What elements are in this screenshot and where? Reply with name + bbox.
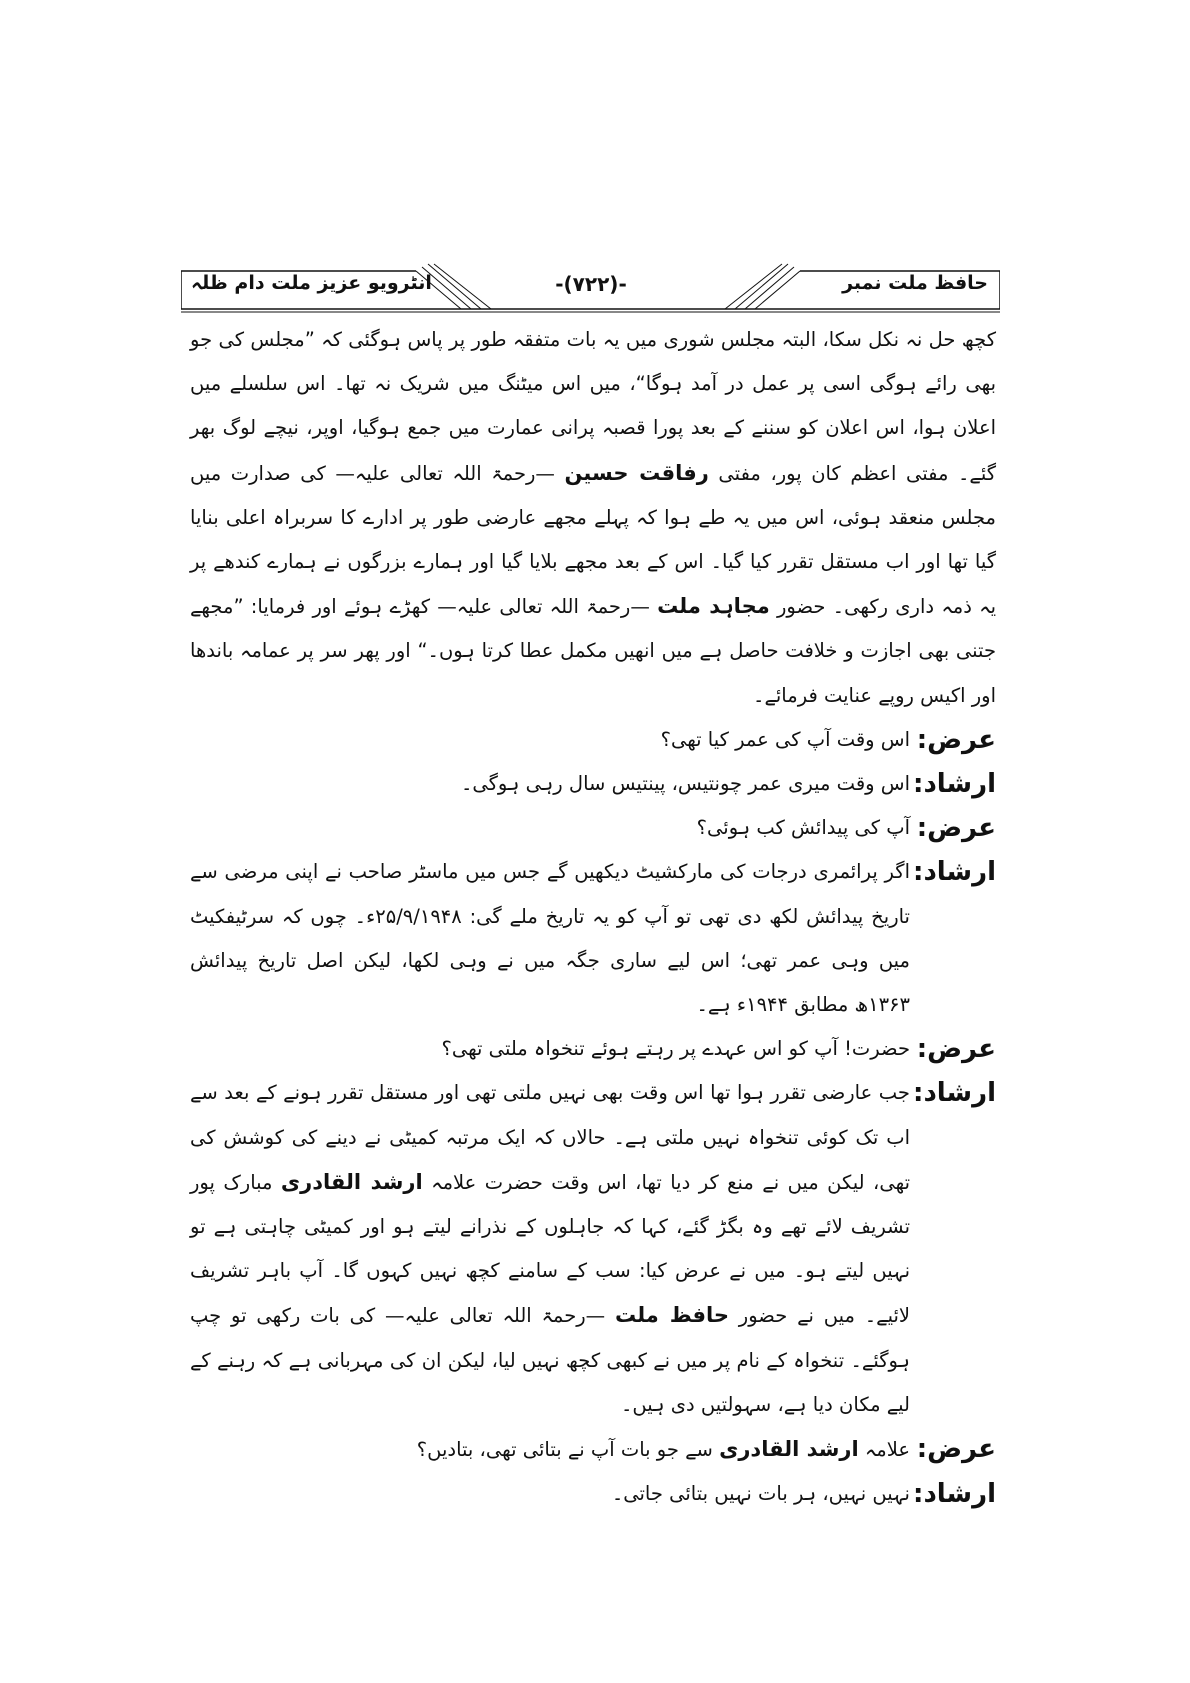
qa-bold-name: حافظ ملت	[615, 1303, 729, 1328]
qa-label: ارشاد:	[913, 1479, 996, 1510]
qa-text: نہیں نہیں، ہر بات نہیں بتائی جاتی۔	[611, 1482, 910, 1506]
qa-label: ارشاد:	[913, 1078, 996, 1109]
body-text	[190, 318, 996, 1516]
qa-text: اس وقت میری عمر چونتیس، پینتیس سال رہی ہوگی۔	[460, 772, 910, 796]
qa-label: ارشاد:	[913, 857, 996, 888]
qa-row	[190, 1472, 996, 1516]
qa-label: عرض:	[916, 813, 996, 844]
qa-text	[190, 1427, 910, 1472]
qa-text-part: سے جو بات آپ نے بتائی تھی، بتادیں؟	[416, 1438, 720, 1462]
qa-row	[190, 806, 996, 850]
qa-row	[190, 1027, 996, 1071]
qa-bold-name: ارشد القادری	[280, 1169, 423, 1194]
intro-name-2: مجاہد ملت	[657, 594, 770, 619]
qa-row	[190, 762, 996, 806]
qa-row	[190, 850, 996, 1027]
intro-name-1: رفاقت حسین	[564, 460, 709, 485]
qa-text: اس وقت آپ کی عمر کیا تھی؟	[660, 727, 910, 751]
qa-text: حضرت! آپ کو اس عہدے پر رہتے ہوئے تنخواہ ملتی تھی؟	[441, 1037, 910, 1061]
qa-row	[190, 1427, 996, 1472]
header-section-title: انٹرویو عزیز ملت دام ظلہ	[191, 272, 432, 294]
intro-text-1: کچھ حل نہ نکل سکا، البتہ مجلس شوری میں یہ بات متفقہ طور پر پاس ہوگئی کہ ”مجلس کی جو بھی رائے ہوگی اسی پر عمل در آمد ہوگا“، میں اس میٹنگ میں شریک نہ تھا۔ اس سلسلے میں اعلان ہوا، اس اعلان کو سننے کے بعد پورا قصبہ پرانی عمارت میں جمع ہوگیا، اوپر، نیچے لوگ بھر گئے۔ مفتی اعظم کان پور، مفتی	[190, 328, 996, 485]
qa-label: عرض:	[916, 1034, 996, 1065]
qa-text-part: علامہ	[858, 1438, 910, 1462]
running-header	[181, 263, 1000, 313]
qa-label: ارشاد:	[913, 769, 996, 800]
qa-text-part: مبارک پور تشریف لائے تھے وہ بگڑ گئے، کہا کہ جاہلوں کے نذرانے لیتے ہو اور کمیٹی چاہتی ہے تو نہیں لیتے ہو۔ میں نے عرض کیا: سب کے سامنے کچھ نہیں کہوں گا۔ آپ باہر تشریف لائیے۔ میں نے حضور	[190, 1170, 911, 1328]
intro-text-2: —رحمۃ اللہ تعالی علیہ— کی صدارت میں مجلس منعقد ہوئی، اس میں یہ طے ہوا کہ پہلے مجھے عارضی طور پر ادارے کا سربراہ اعلی بنایا گیا تھا اور اب مستقل تقرر کیا گیا۔ اس کے بعد مجھے بلایا گیا اور ہمارے بزرگوں نے ہمارے کندھے پر یہ ذمہ داری رکھی۔ حضور	[190, 461, 996, 619]
qa-label: عرض:	[916, 724, 996, 755]
qa-text: اگر پرائمری درجات کی مارکشیٹ دیکھیں گے جس میں ماسٹر صاحب نے اپنی مرضی سے تاریخ پیدائش لکھ دی تھی تو آپ کو یہ تاریخ ملے گی: ۲۵/۹/۱۹۴۸ء۔ چوں کہ سرٹیفکیٹ میں وہی عمر تھی؛ اس لیے ساری جگہ میں نے وہی لکھا، لیکن اصل تاریخ پیدائش ۱۳۶۳ھ مطابق ۱۹۴۴ء ہے۔	[190, 860, 910, 1017]
qa-row	[190, 1071, 996, 1427]
header-book-title: حافظ ملت نمبر	[842, 272, 988, 294]
qa-text	[190, 1071, 910, 1427]
qa-text: آپ کی پیدائش کب ہوئی؟	[696, 816, 910, 840]
page-number: -(۷۲۲)-	[555, 272, 627, 296]
intro-text-3: —رحمۃ اللہ تعالی علیہ— کھڑے ہوئے اور فرمایا: ”مجھے جتنی بھی اجازت و خلافت حاصل ہے میں انھیں مکمل عطا کرتا ہوں۔“ اور پھر سر پر عمامہ باندھا اور اکیس روپے عنایت فرمائے۔	[190, 595, 996, 707]
qa-label: عرض:	[916, 1434, 996, 1465]
qa-row	[190, 718, 996, 762]
qa-bold-name: ارشد القادری	[719, 1437, 859, 1462]
qa-text-part: —رحمۃ اللہ تعالی علیہ— کی بات رکھی تو چپ ہوگئے۔ تنخواہ کے نام پر میں نے کبھی کچھ نہیں لیا، لیکن ان کی مہربانی ہے کہ رہنے کے لیے مکان دیا ہے، سہولتیں دی ہیں۔	[190, 1304, 910, 1416]
qa-text-part: جب عارضی تقرر ہوا تھا اس وقت بھی نہیں ملتی تھی اور مستقل تقرر ہونے کے بعد سے اب تک کوئی تنخواہ نہیں ملتی ہے۔ حالاں کہ ایک مرتبہ کمیٹی نے دینے کی کوشش کی تھی، لیکن میں نے منع کر دیا تھا، اس وقت حضرت علامہ	[190, 1081, 910, 1194]
intro-paragraph	[190, 318, 996, 718]
